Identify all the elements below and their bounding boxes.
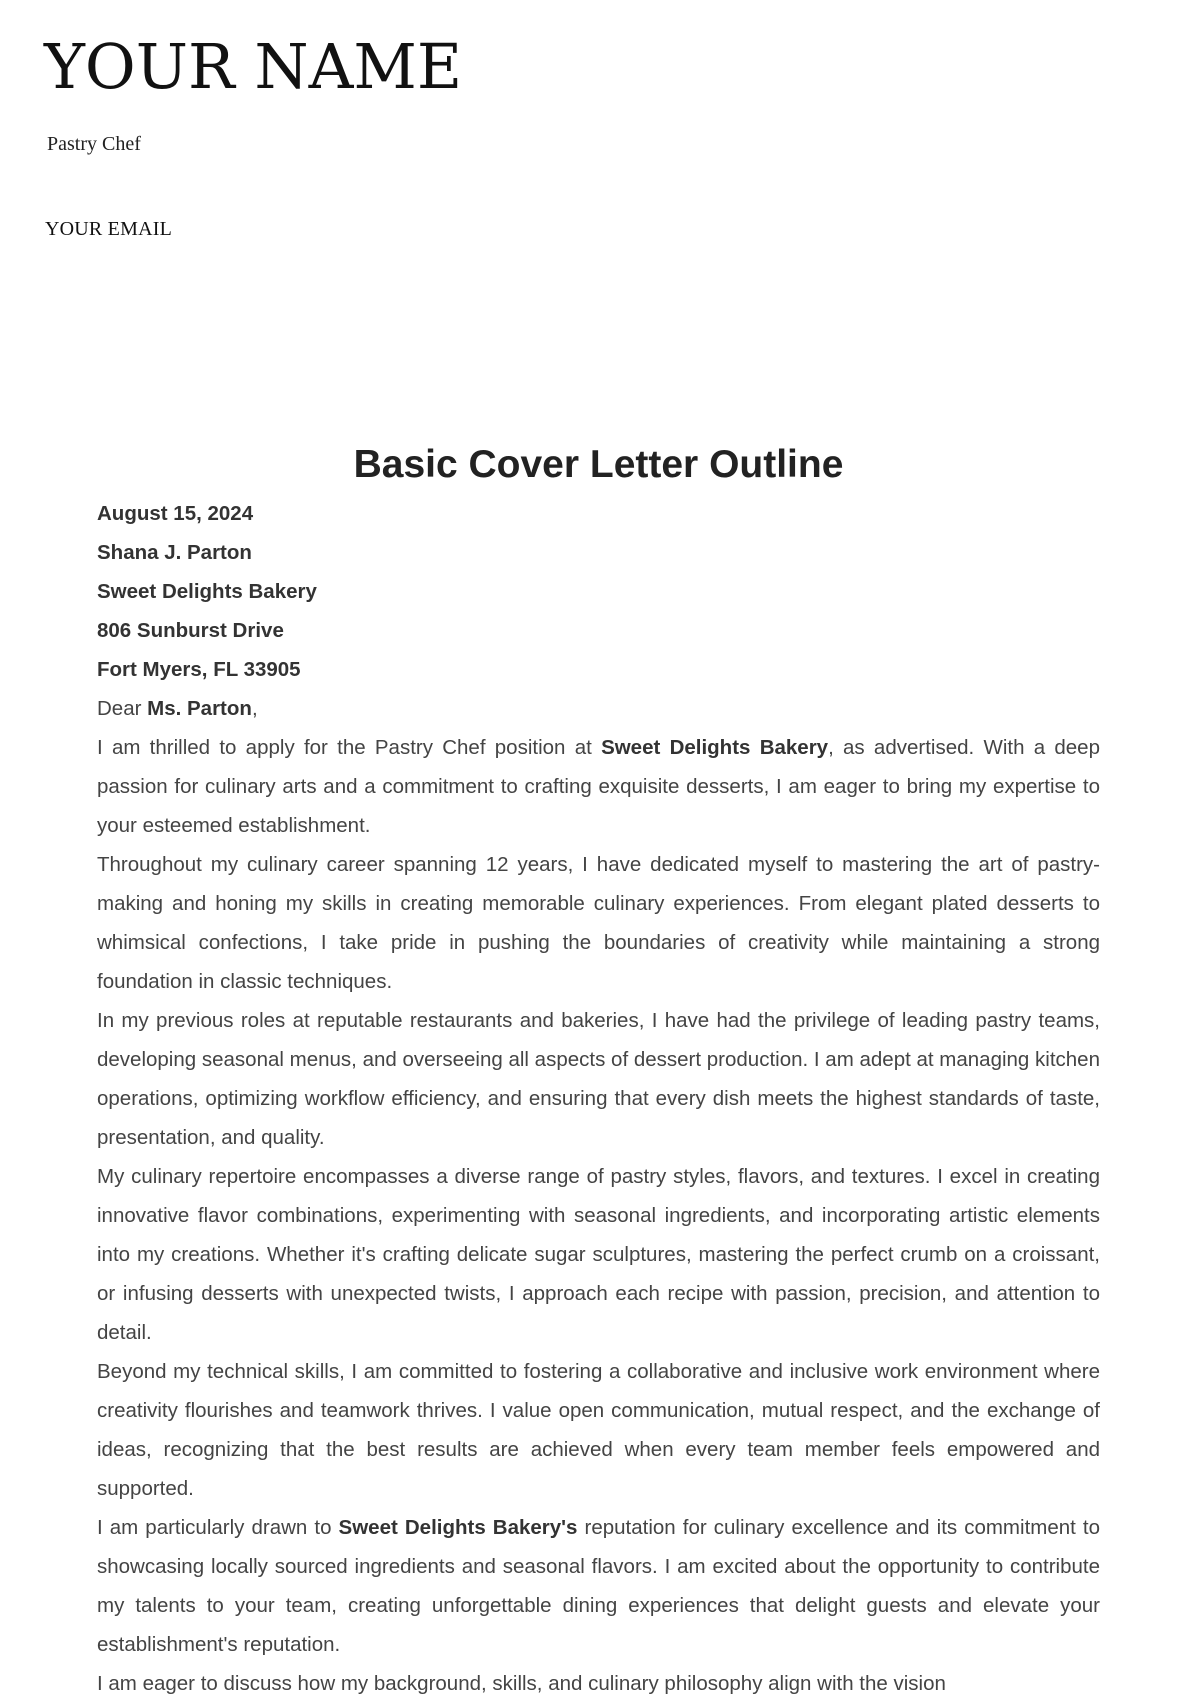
company-name-bold: Sweet Delights Bakery — [601, 736, 829, 759]
applicant-email: YOUR EMAIL — [45, 218, 172, 240]
paragraph-text: I am particularly drawn to — [97, 1516, 339, 1539]
salutation-suffix: , — [251, 697, 258, 720]
paragraph-teamwork: Beyond my technical skills, I am committed to fostering a collaborative and inclusive work environment where creativity flourishes and teamwork thrives. I value open communication, mutual respect, and the exchange of ideas, recognizing that the best results are achieved when every team member feels empowered and supported. — [97, 1360, 1100, 1500]
paragraph-text: , as advertised. With a deep passion for culinary arts and a commitment to crafting exquisite desserts, I am eager to bring my expertise to your esteemed establishment. — [97, 736, 1100, 837]
recipient-street: 806 Sunburst Drive — [97, 619, 284, 642]
recipient-city: Fort Myers, FL 33905 — [97, 658, 301, 681]
recipient-name: Shana J. Parton — [97, 541, 252, 564]
salutation-name: Ms. Parton — [147, 697, 252, 720]
salutation — [97, 689, 1100, 728]
paragraph-experience: In my previous roles at reputable restaurants and bakeries, I have had the privilege of leading pastry teams, developing seasonal menus, and overseeing all aspects of dessert production. I am adept at managing kitchen operations, optimizing workflow efficiency, and ensuring that every dish meets the highest standards of taste, presentation, and quality. — [97, 1009, 1100, 1149]
salutation-prefix: Dear — [97, 697, 148, 720]
company-name-bold: Sweet Delights Bakery's — [338, 1516, 578, 1539]
paragraph-career: Throughout my culinary career spanning 12 years, I have dedicated myself to mastering the art of pastry-making and honing my skills in creating memorable culinary experiences. From elegant plated desserts to whimsical confections, I take pride in pushing the boundaries of creativity while maintaining a strong foundation in classic techniques. — [97, 853, 1100, 993]
paragraph-repertoire: My culinary repertoire encompasses a diverse range of pastry styles, flavors, and textures. I excel in creating innovative flavor combinations, experimenting with seasonal ingredients, and incorporating artistic elements into my creations. Whether it's crafting delicate sugar sculptures, mastering the perfect crumb on a croissant, or infusing desserts with unexpected twists, I approach each recipe with passion, precision, and attention to detail. — [97, 1165, 1100, 1344]
letter-date: August 15, 2024 — [97, 502, 254, 525]
applicant-name: YOUR NAME — [44, 30, 463, 103]
applicant-role: Pastry Chef — [47, 133, 141, 155]
paragraph-text: reputation for culinary excellence and its commitment to showcasing locally sourced ingredients and seasonal flavors. I am excited about the opportunity to contribute my talents to your team, creating unforgettable dining experiences that delight guests and elevate your establishment's reputation. — [97, 1516, 1100, 1656]
paragraph-motivation — [97, 1508, 1100, 1664]
letter-title: Basic Cover Letter Outline — [353, 443, 844, 486]
recipient-company: Sweet Delights Bakery — [97, 580, 317, 603]
paragraph-intro — [97, 728, 1100, 845]
paragraph-closing: I am eager to discuss how my background, skills, and culinary philosophy align with the vision — [97, 1672, 946, 1695]
cover-letter — [97, 440, 1100, 1703]
paragraph-text: I am thrilled to apply for the Pastry Chef position at — [97, 736, 602, 759]
